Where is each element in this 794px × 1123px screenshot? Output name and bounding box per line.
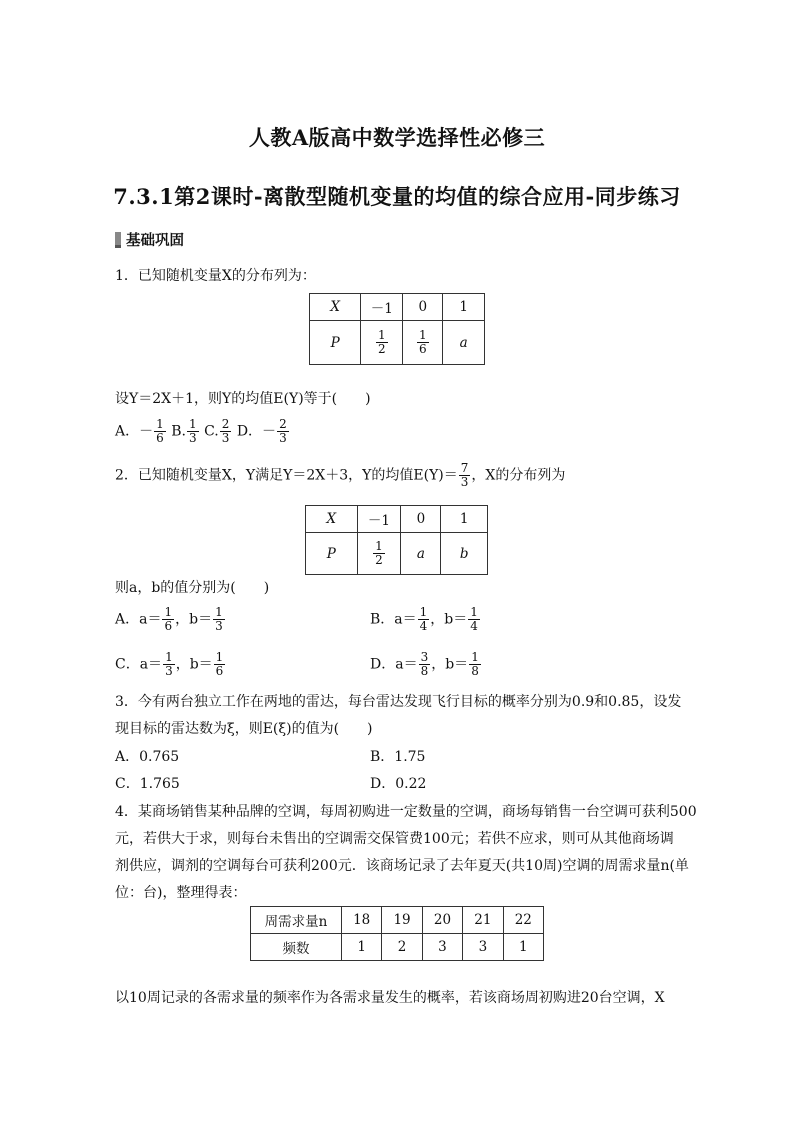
fraction: $\frac{1}{2}$ — [378, 328, 386, 356]
q1-cell — [361, 321, 403, 365]
q1-question: 设Y＝2X＋1，则Y的均值E(Y)等于( ) — [115, 391, 371, 407]
q4-cell: 频数 — [251, 934, 342, 961]
q2-cell: b — [441, 533, 488, 575]
q1-cell — [403, 321, 443, 365]
q2-option-d: D．a＝ $\frac{3}{8}$ ，b＝ $\frac{1}{8}$ — [370, 650, 479, 678]
q4-cell: 1 — [341, 934, 381, 961]
document-title: 人教A版高中数学选择性必修三 — [248, 125, 546, 150]
q4-header-cell: 周需求量n — [251, 907, 342, 934]
q2-option-a: A．a＝ $\frac{1}{6}$ ，b＝ $\frac{1}{3}$ — [115, 605, 223, 633]
document-subtitle: 7.3.1第2课时-离散型随机变量的均值的综合应用-同步练习 — [113, 184, 681, 209]
fraction: $\frac{1}{2}$ — [375, 539, 383, 567]
q4-line: 位：台)，整理得表： — [115, 885, 247, 901]
q2-stem: 2．已知随机变量X，Y满足Y＝2X＋3，Y的均值E(Y)＝ $\frac{7}{3}$ ，X的分布列为 — [115, 461, 566, 489]
q2-cell: X — [306, 506, 358, 533]
section-marker-icon — [115, 232, 121, 248]
q4-header-cell: 18 — [341, 907, 381, 934]
q4-line: 元，若供大于求，则每台未售出的空调需交保管费100元；若供不应求，则可从其他商场调 — [115, 831, 674, 847]
q2-table — [305, 505, 488, 575]
q3-option-c: C．1.765 — [115, 776, 180, 792]
q2-option-c: C．a＝ $\frac{1}{3}$ ，b＝ $\frac{1}{6}$ — [115, 650, 224, 678]
q2-question: 则a，b的值分别为( ) — [115, 580, 270, 596]
q3-option-d: D．0.22 — [370, 776, 427, 792]
q1-cell: 0 — [403, 294, 443, 321]
section-label: 基础巩固 — [126, 232, 184, 249]
q2-cell: －1 — [357, 506, 401, 533]
q2-cell — [357, 533, 401, 575]
q1-table — [309, 293, 485, 365]
q4-header-cell: 21 — [463, 907, 503, 934]
q4-cell: 2 — [382, 934, 422, 961]
q3-line: 3．今有两台独立工作在两地的雷达，每台雷达发现飞行目标的概率分别为0.9和0.85，设发 — [115, 694, 682, 710]
fraction: $\frac{1}{6}$ — [418, 328, 427, 356]
q4-header-cell: 22 — [503, 907, 543, 934]
q2-cell: P — [306, 533, 358, 575]
q2-cell: 1 — [441, 506, 488, 533]
q4-cell: 3 — [463, 934, 503, 961]
q4-header-cell: 19 — [382, 907, 422, 934]
q2-cell: a — [401, 533, 441, 575]
q4-header-cell: 20 — [422, 907, 462, 934]
q3-option-b: B．1.75 — [370, 749, 426, 765]
q1-stem: 1．已知随机变量X的分布列为： — [115, 268, 316, 284]
q4-cell: 3 — [422, 934, 462, 961]
q3-option-a: A．0.765 — [115, 749, 180, 765]
q1-options: A．－ $\frac{1}{6}$ B. $\frac{1}{3}$ C. $\frac{2}{3}$ D．－ $\frac{2}{3}$ — [115, 417, 287, 445]
q3-line: 现目标的雷达数为ξ，则E(ξ)的值为( ) — [115, 721, 373, 737]
q4-line: 4．某商场销售某种品牌的空调，每周初购进一定数量的空调，商场每销售一台空调可获利500 — [115, 804, 697, 820]
q1-cell: a — [443, 321, 485, 365]
q4-line: 剂供应，调剂的空调每台可获利200元．该商场记录了去年夏天(共10周)空调的周需求量n(单 — [115, 858, 689, 874]
q1-cell: －1 — [361, 294, 403, 321]
q2-cell: 0 — [401, 506, 441, 533]
q1-cell: X — [310, 294, 361, 321]
q4-table — [250, 906, 544, 961]
q2-option-b: B．a＝ $\frac{1}{4}$ ，b＝ $\frac{1}{4}$ — [370, 605, 478, 633]
section-heading — [115, 229, 184, 250]
q4-line: 以10周记录的各需求量的频率作为各需求量发生的概率，若该商场周初购进20台空调，X — [115, 990, 665, 1006]
q1-cell: 1 — [443, 294, 485, 321]
q4-cell: 1 — [503, 934, 543, 961]
q1-cell: P — [310, 321, 361, 365]
